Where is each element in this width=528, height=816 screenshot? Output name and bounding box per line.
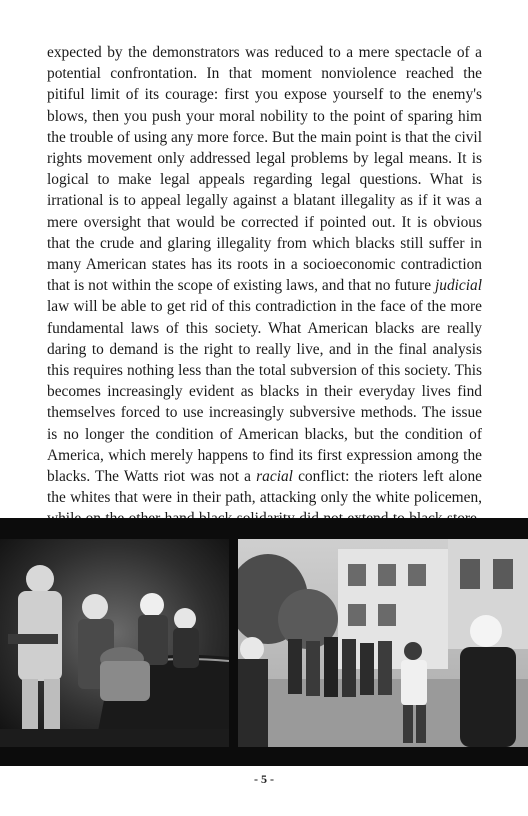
paragraph bbox=[47, 42, 482, 551]
body-text bbox=[47, 42, 482, 551]
photo-band bbox=[0, 518, 528, 766]
text-segment: expected by the demonstrators was reduced to a mere spectacle of a potential confrontation. In that moment nonviolence reached the pitiful limit of its courage: first you expose yourself to the enemy's blows, then you push your moral nobility to the point of sparing him the trouble of using any more force. But the main point is that the civil rights movement only addressed legal problems by legal means. It is logical to make legal appeals regarding legal questions. What is irrational is to appeal legally against a blatant illegality as if it was a mere oversight that would be corrected if pointed out. It is obvious that the crude and glaring illegality from which blacks still suffer in many American states has its roots in a socioeconomic contradiction that is not within the scope of existing laws, and that no future bbox=[47, 44, 482, 295]
text-segment: conflict: the rioters left alone the whites that were in their path, attacking only the white policemen, bbox=[47, 468, 482, 507]
italic-word-racial: racial bbox=[256, 468, 293, 486]
photo-police-arrest-image bbox=[0, 539, 229, 747]
photo-police-arrest bbox=[0, 539, 229, 747]
photo-police-street-image bbox=[238, 539, 528, 747]
page-number: - 5 - bbox=[254, 772, 274, 786]
photo-police-street bbox=[238, 539, 528, 747]
italic-word-judicial: judicial bbox=[434, 277, 482, 295]
text-segment: law will be able to get rid of this contradiction in the face of the more fundamental laws of this society. What American blacks are really daring to demand is the right to really live, and in the final analysis this requires nothing less than the total subversion of this society. This becomes increasingly evident as blacks in their everyday lives find themselves forced to use increasingly subversive methods. The issue is no longer the condition of American blacks, but the condition of America, which merely happens to find its first expression among the blacks. The Watts riot was not a bbox=[47, 298, 482, 486]
